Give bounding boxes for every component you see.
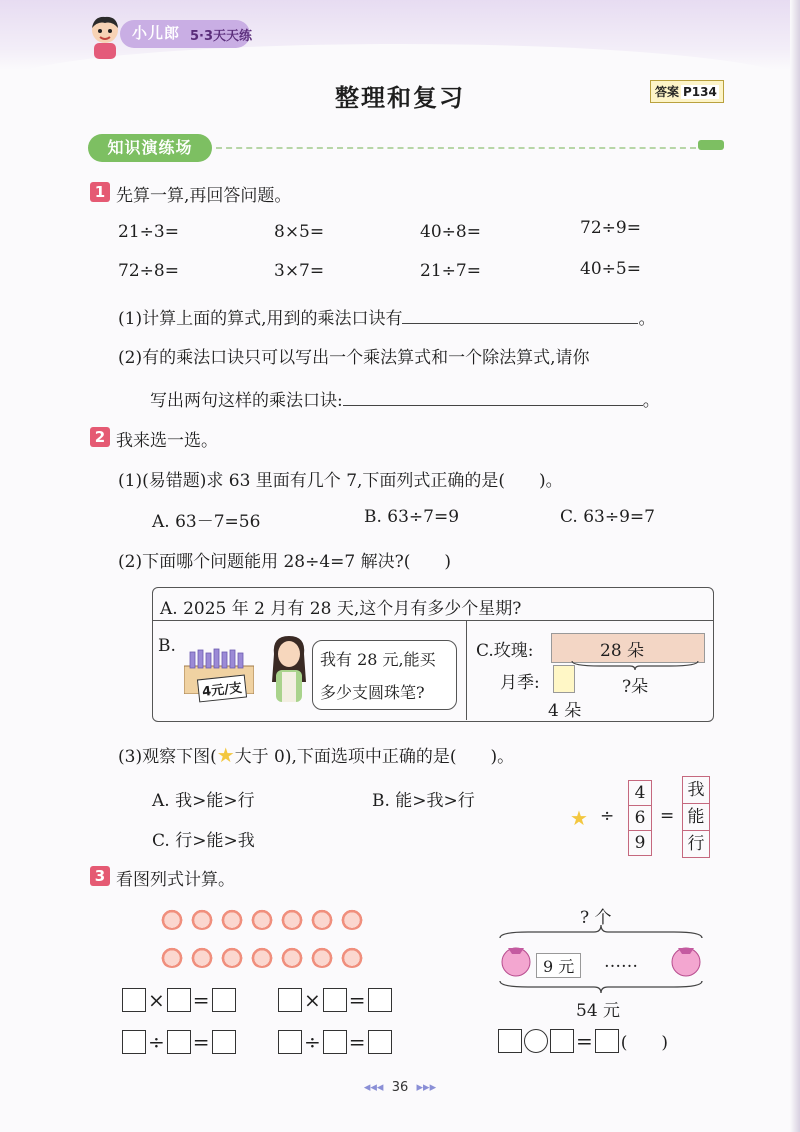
q2-part3-text-b: 大于 0),下面选项中正确的是( )。 bbox=[234, 747, 515, 767]
panel-divider bbox=[152, 620, 714, 621]
q1-sub2-end: 。 bbox=[642, 391, 660, 411]
q1-prompt: 先算一算,再回答问题。 bbox=[116, 186, 292, 206]
option-c-label[interactable]: C.玫瑰: bbox=[476, 641, 534, 661]
panda-icon bbox=[220, 946, 244, 968]
equals-sign: = bbox=[192, 1030, 210, 1054]
panda-icon bbox=[160, 908, 184, 930]
char-cell: 我 bbox=[683, 777, 709, 804]
q1-expr: 3×7= bbox=[274, 261, 325, 281]
answer-box[interactable] bbox=[167, 988, 191, 1012]
choice-option[interactable]: C. 行>能>我 bbox=[152, 831, 255, 851]
money-bag-icon bbox=[668, 942, 704, 978]
divide-sign: ÷ bbox=[600, 806, 615, 826]
answer-box[interactable] bbox=[368, 1030, 392, 1054]
answer-box[interactable] bbox=[278, 988, 302, 1012]
q1-sub2: (2)有的乘法口诀只可以写出一个乘法算式和一个除法算式,请你 bbox=[118, 348, 590, 368]
answer-page: P134 bbox=[683, 85, 717, 99]
equation-blank bbox=[278, 988, 392, 1012]
q1-expr: 72÷8= bbox=[118, 261, 179, 281]
equals-sign: = bbox=[348, 988, 366, 1012]
star-icon: ★ bbox=[216, 743, 235, 767]
q1-sub2-line2 bbox=[150, 386, 660, 411]
question-number-3: 3 bbox=[90, 866, 110, 886]
panda-icon bbox=[160, 946, 184, 968]
brace-icon bbox=[498, 980, 704, 994]
q1-sub2-text: 写出两句这样的乘法口诀: bbox=[150, 391, 343, 411]
answer-label: 答案 bbox=[655, 85, 680, 99]
price-box: 9 元 bbox=[536, 953, 581, 978]
panda-row bbox=[160, 946, 370, 970]
equals-sign: = bbox=[348, 1030, 366, 1054]
equation-blank bbox=[122, 1030, 236, 1054]
choice-option[interactable]: C. 63÷9=7 bbox=[560, 507, 655, 527]
number-cell: 9 bbox=[634, 833, 646, 853]
star-icon: ★ bbox=[570, 806, 588, 830]
page-number: 36 bbox=[391, 1080, 409, 1095]
answer-box[interactable] bbox=[323, 988, 347, 1012]
answer-box[interactable] bbox=[278, 1030, 302, 1054]
equation-blank bbox=[122, 988, 236, 1012]
moon-count: 4 朵 bbox=[548, 701, 582, 721]
choice-option[interactable]: A. 63－7=56 bbox=[152, 512, 261, 532]
q1-sub1-end: 。 bbox=[638, 309, 656, 329]
answer-reference bbox=[650, 80, 724, 103]
panda-icon bbox=[340, 946, 364, 968]
q1-sub1-text: (1)计算上面的算式,用到的乘法口诀有 bbox=[118, 309, 403, 329]
number-cell: 6 bbox=[629, 806, 651, 831]
q3-prompt: 看图列式计算。 bbox=[116, 870, 235, 890]
divide-sign: ÷ bbox=[148, 1030, 165, 1054]
panda-icon bbox=[190, 946, 214, 968]
girl-icon bbox=[266, 632, 312, 706]
unit-paren[interactable]: ( ) bbox=[620, 1033, 669, 1053]
times-sign: × bbox=[148, 988, 165, 1012]
answer-blank[interactable] bbox=[343, 405, 643, 406]
q1-sub1 bbox=[118, 304, 655, 329]
q2-part1: (1)(易错题)求 63 里面有几个 7,下面列式正确的是( )。 bbox=[118, 471, 563, 491]
answer-box[interactable] bbox=[595, 1029, 619, 1053]
panda-icon bbox=[220, 908, 244, 930]
pencil-icon bbox=[698, 140, 724, 150]
total-amount: 54 元 bbox=[576, 1001, 621, 1021]
q1-expr: 21÷3= bbox=[118, 222, 179, 242]
brand-series: 5·3天天练 bbox=[190, 29, 253, 44]
equals-sign: = bbox=[576, 1028, 593, 1053]
option-b-label[interactable]: B. bbox=[158, 636, 176, 656]
answer-box[interactable] bbox=[167, 1030, 191, 1054]
rose-count: 28 朵 bbox=[600, 641, 645, 661]
equation-blank bbox=[278, 1030, 392, 1054]
answer-box[interactable] bbox=[323, 1030, 347, 1054]
answer-box[interactable] bbox=[212, 1030, 236, 1054]
panda-icon bbox=[310, 908, 334, 930]
bag-count-label: ? 个 bbox=[580, 908, 612, 928]
char-cell: 行 bbox=[687, 834, 705, 854]
left-arrows-icon: ◂◂◂ bbox=[363, 1080, 384, 1095]
panda-row bbox=[160, 908, 370, 932]
panda-icon bbox=[250, 946, 274, 968]
answer-box[interactable] bbox=[212, 988, 236, 1012]
panda-icon bbox=[340, 908, 364, 930]
choice-option[interactable]: B. 能>我>行 bbox=[372, 791, 475, 811]
equals-sign: = bbox=[660, 806, 675, 826]
answer-box[interactable] bbox=[498, 1029, 522, 1053]
panda-icon bbox=[250, 908, 274, 930]
panda-icon bbox=[280, 908, 304, 930]
answer-box[interactable] bbox=[550, 1029, 574, 1053]
q1-expr: 40÷8= bbox=[420, 222, 481, 242]
ellipsis: …… bbox=[604, 952, 638, 972]
section-badge: 知识演练场 bbox=[88, 134, 212, 162]
speech-line-1: 我有 28 元,能买 bbox=[320, 650, 436, 669]
page-footer bbox=[0, 1080, 800, 1095]
question-number-2: 2 bbox=[90, 427, 110, 447]
operator-circle[interactable] bbox=[524, 1029, 548, 1053]
times-sign: × bbox=[304, 988, 321, 1012]
brace-icon bbox=[570, 660, 700, 670]
q1-expr: 8×5= bbox=[274, 222, 325, 242]
number-column bbox=[628, 780, 652, 856]
money-bag-icon bbox=[498, 942, 534, 978]
number-cell: 4 bbox=[629, 781, 651, 806]
q1-expr: 40÷5= bbox=[580, 259, 641, 279]
page-title: 整理和复习 bbox=[335, 84, 465, 112]
unknown-count: ?朵 bbox=[622, 677, 649, 697]
option-a[interactable]: A. 2025 年 2 月有 28 天,这个月有多少个星期? bbox=[160, 599, 522, 619]
q1-expr: 72÷9= bbox=[580, 218, 641, 238]
q2-part3 bbox=[118, 742, 514, 767]
right-arrows-icon: ▸▸▸ bbox=[416, 1080, 437, 1095]
page-edge-shadow bbox=[790, 0, 800, 1132]
char-column bbox=[682, 776, 710, 858]
choice-option[interactable]: B. 63÷7=9 bbox=[364, 507, 460, 527]
speech-line-2: 多少支圆珠笔? bbox=[320, 683, 425, 702]
answer-box[interactable] bbox=[122, 1030, 146, 1054]
divide-sign: ÷ bbox=[304, 1030, 321, 1054]
answer-box[interactable] bbox=[122, 988, 146, 1012]
q2-part3-text-a: (3)观察下图( bbox=[118, 747, 217, 767]
question-number-1: 1 bbox=[90, 182, 110, 202]
q2-part2: (2)下面哪个问题能用 28÷4=7 解决?( ) bbox=[118, 552, 452, 572]
panda-icon bbox=[280, 946, 304, 968]
q2-prompt: 我来选一选。 bbox=[116, 431, 218, 451]
panda-icon bbox=[190, 908, 214, 930]
panel-divider bbox=[466, 620, 467, 720]
price-tag: 4元/支 bbox=[197, 675, 247, 703]
moon-label: 月季: bbox=[500, 673, 540, 693]
mascot-icon bbox=[88, 14, 122, 60]
panda-icon bbox=[310, 946, 334, 968]
char-cell: 能 bbox=[683, 804, 709, 831]
answer-blank[interactable] bbox=[402, 323, 638, 324]
equation-blank bbox=[498, 1028, 668, 1053]
brand-name: 小儿郎 bbox=[132, 24, 181, 42]
equals-sign: = bbox=[192, 988, 210, 1012]
answer-box[interactable] bbox=[368, 988, 392, 1012]
brace-icon bbox=[498, 924, 704, 940]
q1-expr: 21÷7= bbox=[420, 261, 481, 281]
section-divider bbox=[216, 147, 696, 149]
choice-option[interactable]: A. 我>能>行 bbox=[152, 791, 255, 811]
